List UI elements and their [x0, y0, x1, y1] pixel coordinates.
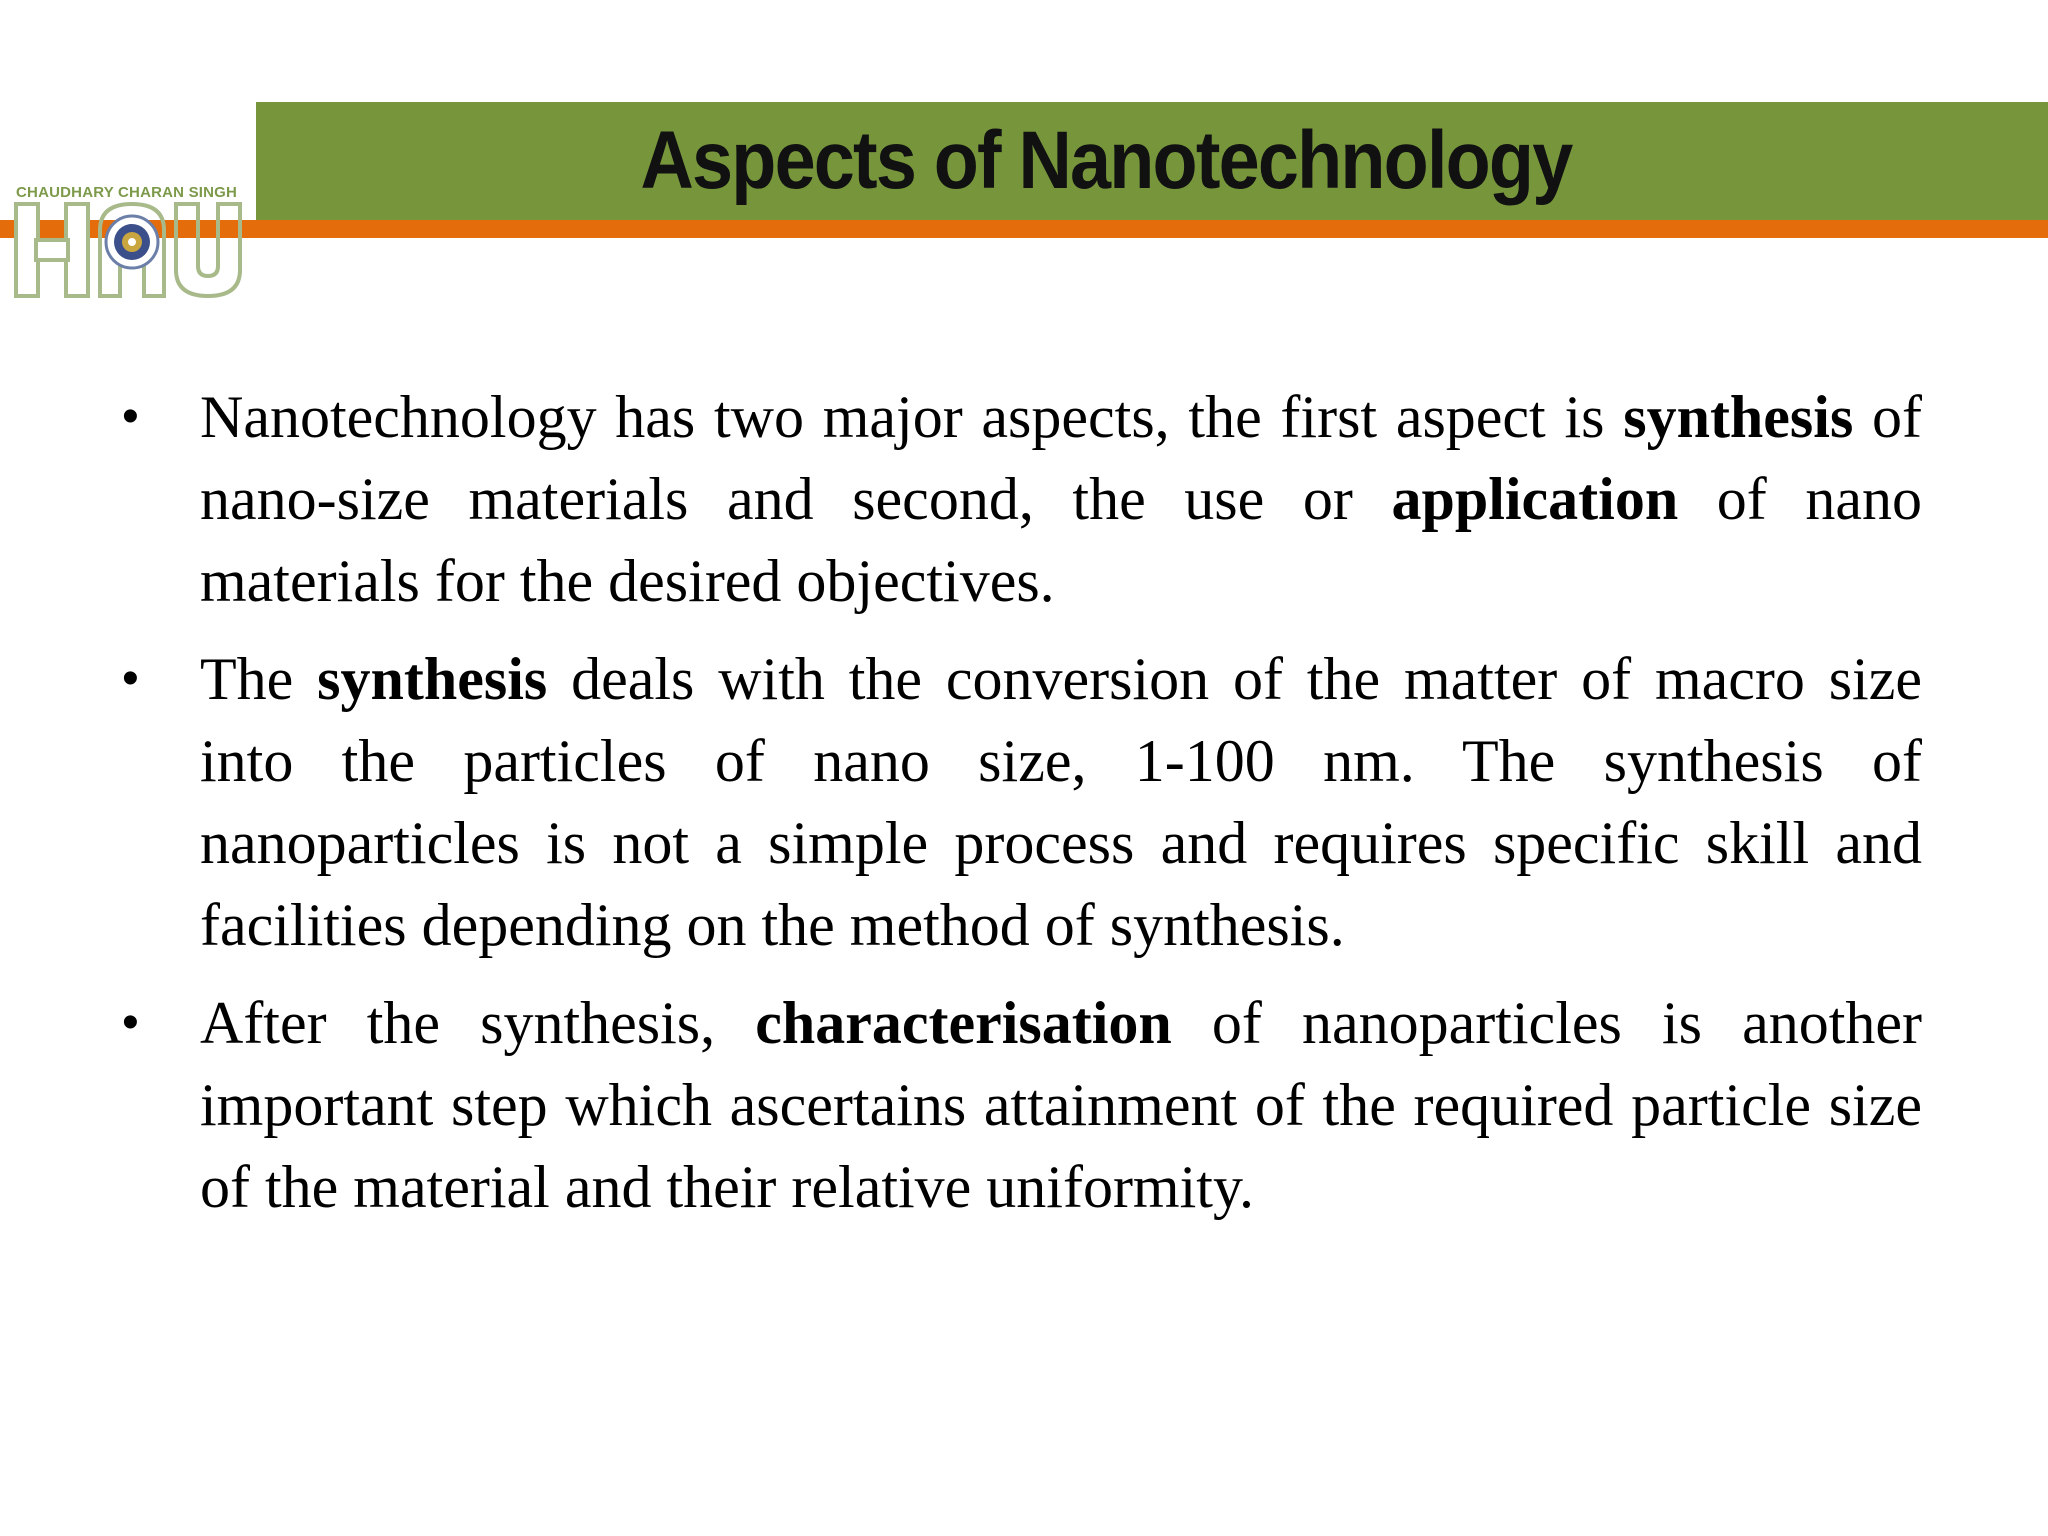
text-run: deals with the conversion of the matter of macro size into the particles of nano size, 1-100 nm. The synthesis of nanoparticles is not a simple process and requires specific skill and facilities depending on the method of synthesis. [200, 646, 1922, 958]
bullet-dot-icon: • [122, 996, 139, 1049]
bold-term: characterisation [755, 990, 1172, 1056]
slide-title: Aspects of Nanotechnology [640, 115, 1572, 206]
text-run: Nanotechnology has two major aspects, the first aspect is [200, 384, 1624, 450]
bullet-text [200, 646, 1922, 958]
text-run: of nano-size materials and second, the use or [200, 384, 1923, 532]
bullet-list [122, 376, 1923, 1244]
university-logo [0, 90, 256, 220]
logo-caption: CHAUDHARY CHARAN SINGH [16, 184, 238, 201]
bullet-dot-icon: • [122, 390, 139, 443]
bullet-text [200, 384, 1922, 614]
bold-term: synthesis [1623, 384, 1854, 450]
text-run: The [200, 646, 318, 712]
hau-logo-icon [12, 200, 244, 300]
header-accent-stripe [0, 220, 2048, 238]
bullet-item [122, 982, 1922, 1228]
bullet-dot-icon: • [122, 652, 139, 705]
bullet-text [200, 990, 1922, 1220]
bullet-item [122, 638, 1922, 966]
bullet-item [122, 376, 1923, 622]
bold-term: application [1391, 466, 1679, 532]
text-run: of nano materials for the desired objectives. [200, 466, 1922, 614]
text-run: of nanoparticles is another important step which ascertains attainment of the required particle size of the material and their relative uniformity. [200, 990, 1922, 1220]
bold-term: synthesis [317, 646, 548, 712]
text-run: After the synthesis, [200, 990, 756, 1056]
